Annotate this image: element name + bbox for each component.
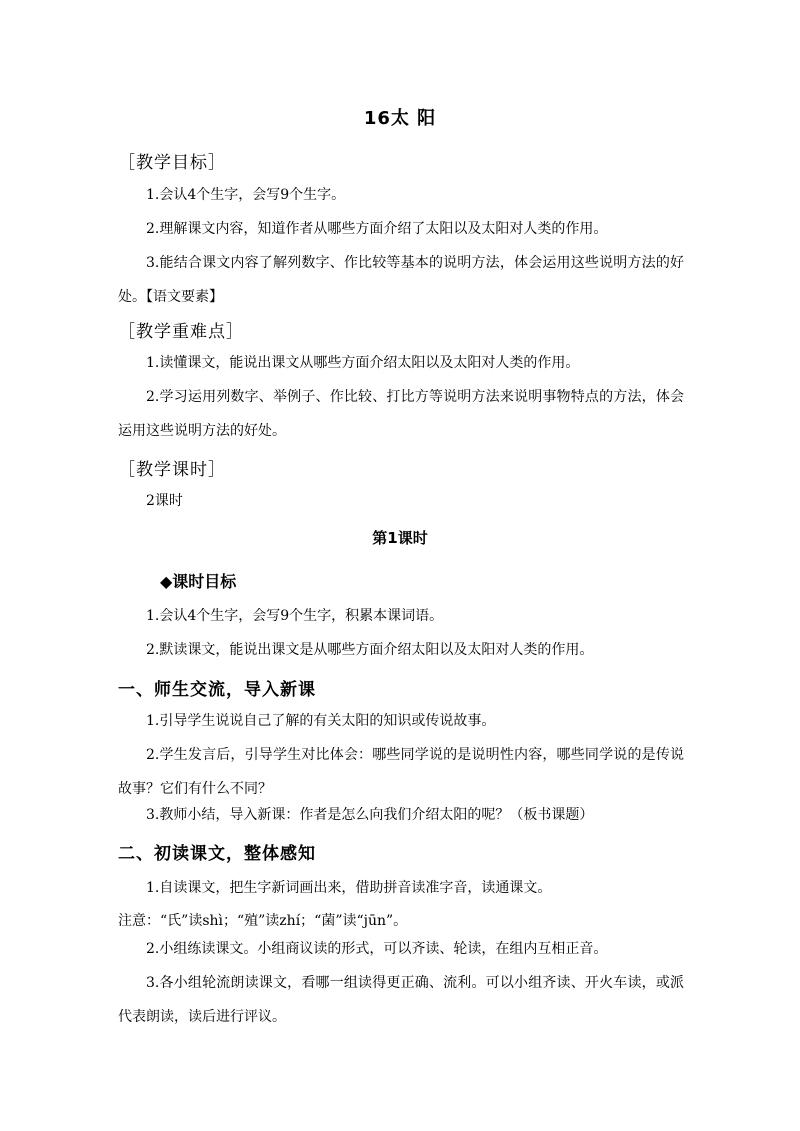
objectives-heading: ［教学目标］ xyxy=(118,153,226,173)
part2-item: 2.小组练读课文。小组商议读的形式，可以齐读、轮读，在组内互相正音。 xyxy=(146,941,608,957)
objective-item: 1.会认4个生字，会写9个生字。 xyxy=(146,187,346,203)
lesson-goal-item: 2.默读课文，能说出课文是从哪些方面介绍太阳以及太阳对人类的作用。 xyxy=(146,642,594,658)
pronunciation-note: 注意：“氏”读shì；“殖”读zhí；“菌”读“jūn”。 xyxy=(118,913,408,929)
part2-item: 1.自读课文，把生字新词画出来，借助拼音读准字音，读通课文。 xyxy=(146,880,552,896)
part1-item: 2.学生发言后，引导学生对比体会：哪些同学说的是说明性内容，哪些同学说的是传说故事？它们有什么不同？ xyxy=(118,747,684,797)
part2-heading: 二、初读课文，整体感知 xyxy=(118,844,316,864)
objective-item: 3.能结合课文内容了解列数字、作比较等基本的说明方法，体会运用这些说明方法的好处。【语文要素】 xyxy=(118,255,684,305)
part2-item: 3.各小组轮流朗读课文，看哪一组读得更正确、流利。可以小组齐读、开火车读，或派代表朗读，读后进行评议。 xyxy=(118,975,684,1025)
part1-item: 1.引导学生说说自己了解的有关太阳的知识或传说故事。 xyxy=(146,713,496,729)
part1-item: 3.教师小结，导入新课：作者是怎么向我们介绍太阳的呢？（板书课题） xyxy=(146,807,594,823)
objective-item: 2.理解课文内容，知道作者从哪些方面介绍了太阳以及太阳对人类的作用。 xyxy=(146,221,608,237)
page-title: 16太 阳 xyxy=(363,108,437,129)
class-hours-text: 2课时 xyxy=(146,493,183,509)
lesson-heading: 第1课时 xyxy=(372,529,428,547)
part1-heading: 一、师生交流，导入新课 xyxy=(118,680,316,700)
lesson-goal-item: 1.会认4个生字，会写9个生字，积累本课词语。 xyxy=(146,608,444,624)
class-hours-heading: ［教学课时］ xyxy=(118,460,226,480)
lesson-goals-heading: ◆课时目标 xyxy=(160,572,237,591)
key-point-item: 2.学习运用列数字、举例子、作比较、打比方等说明方法来说明事物特点的方法，体会运用这些说明方法的好处。 xyxy=(118,389,684,439)
key-points-heading: ［教学重难点］ xyxy=(118,322,244,342)
key-point-item: 1.读懂课文，能说出课文从哪些方面介绍太阳以及太阳对人类的作用。 xyxy=(146,355,580,371)
